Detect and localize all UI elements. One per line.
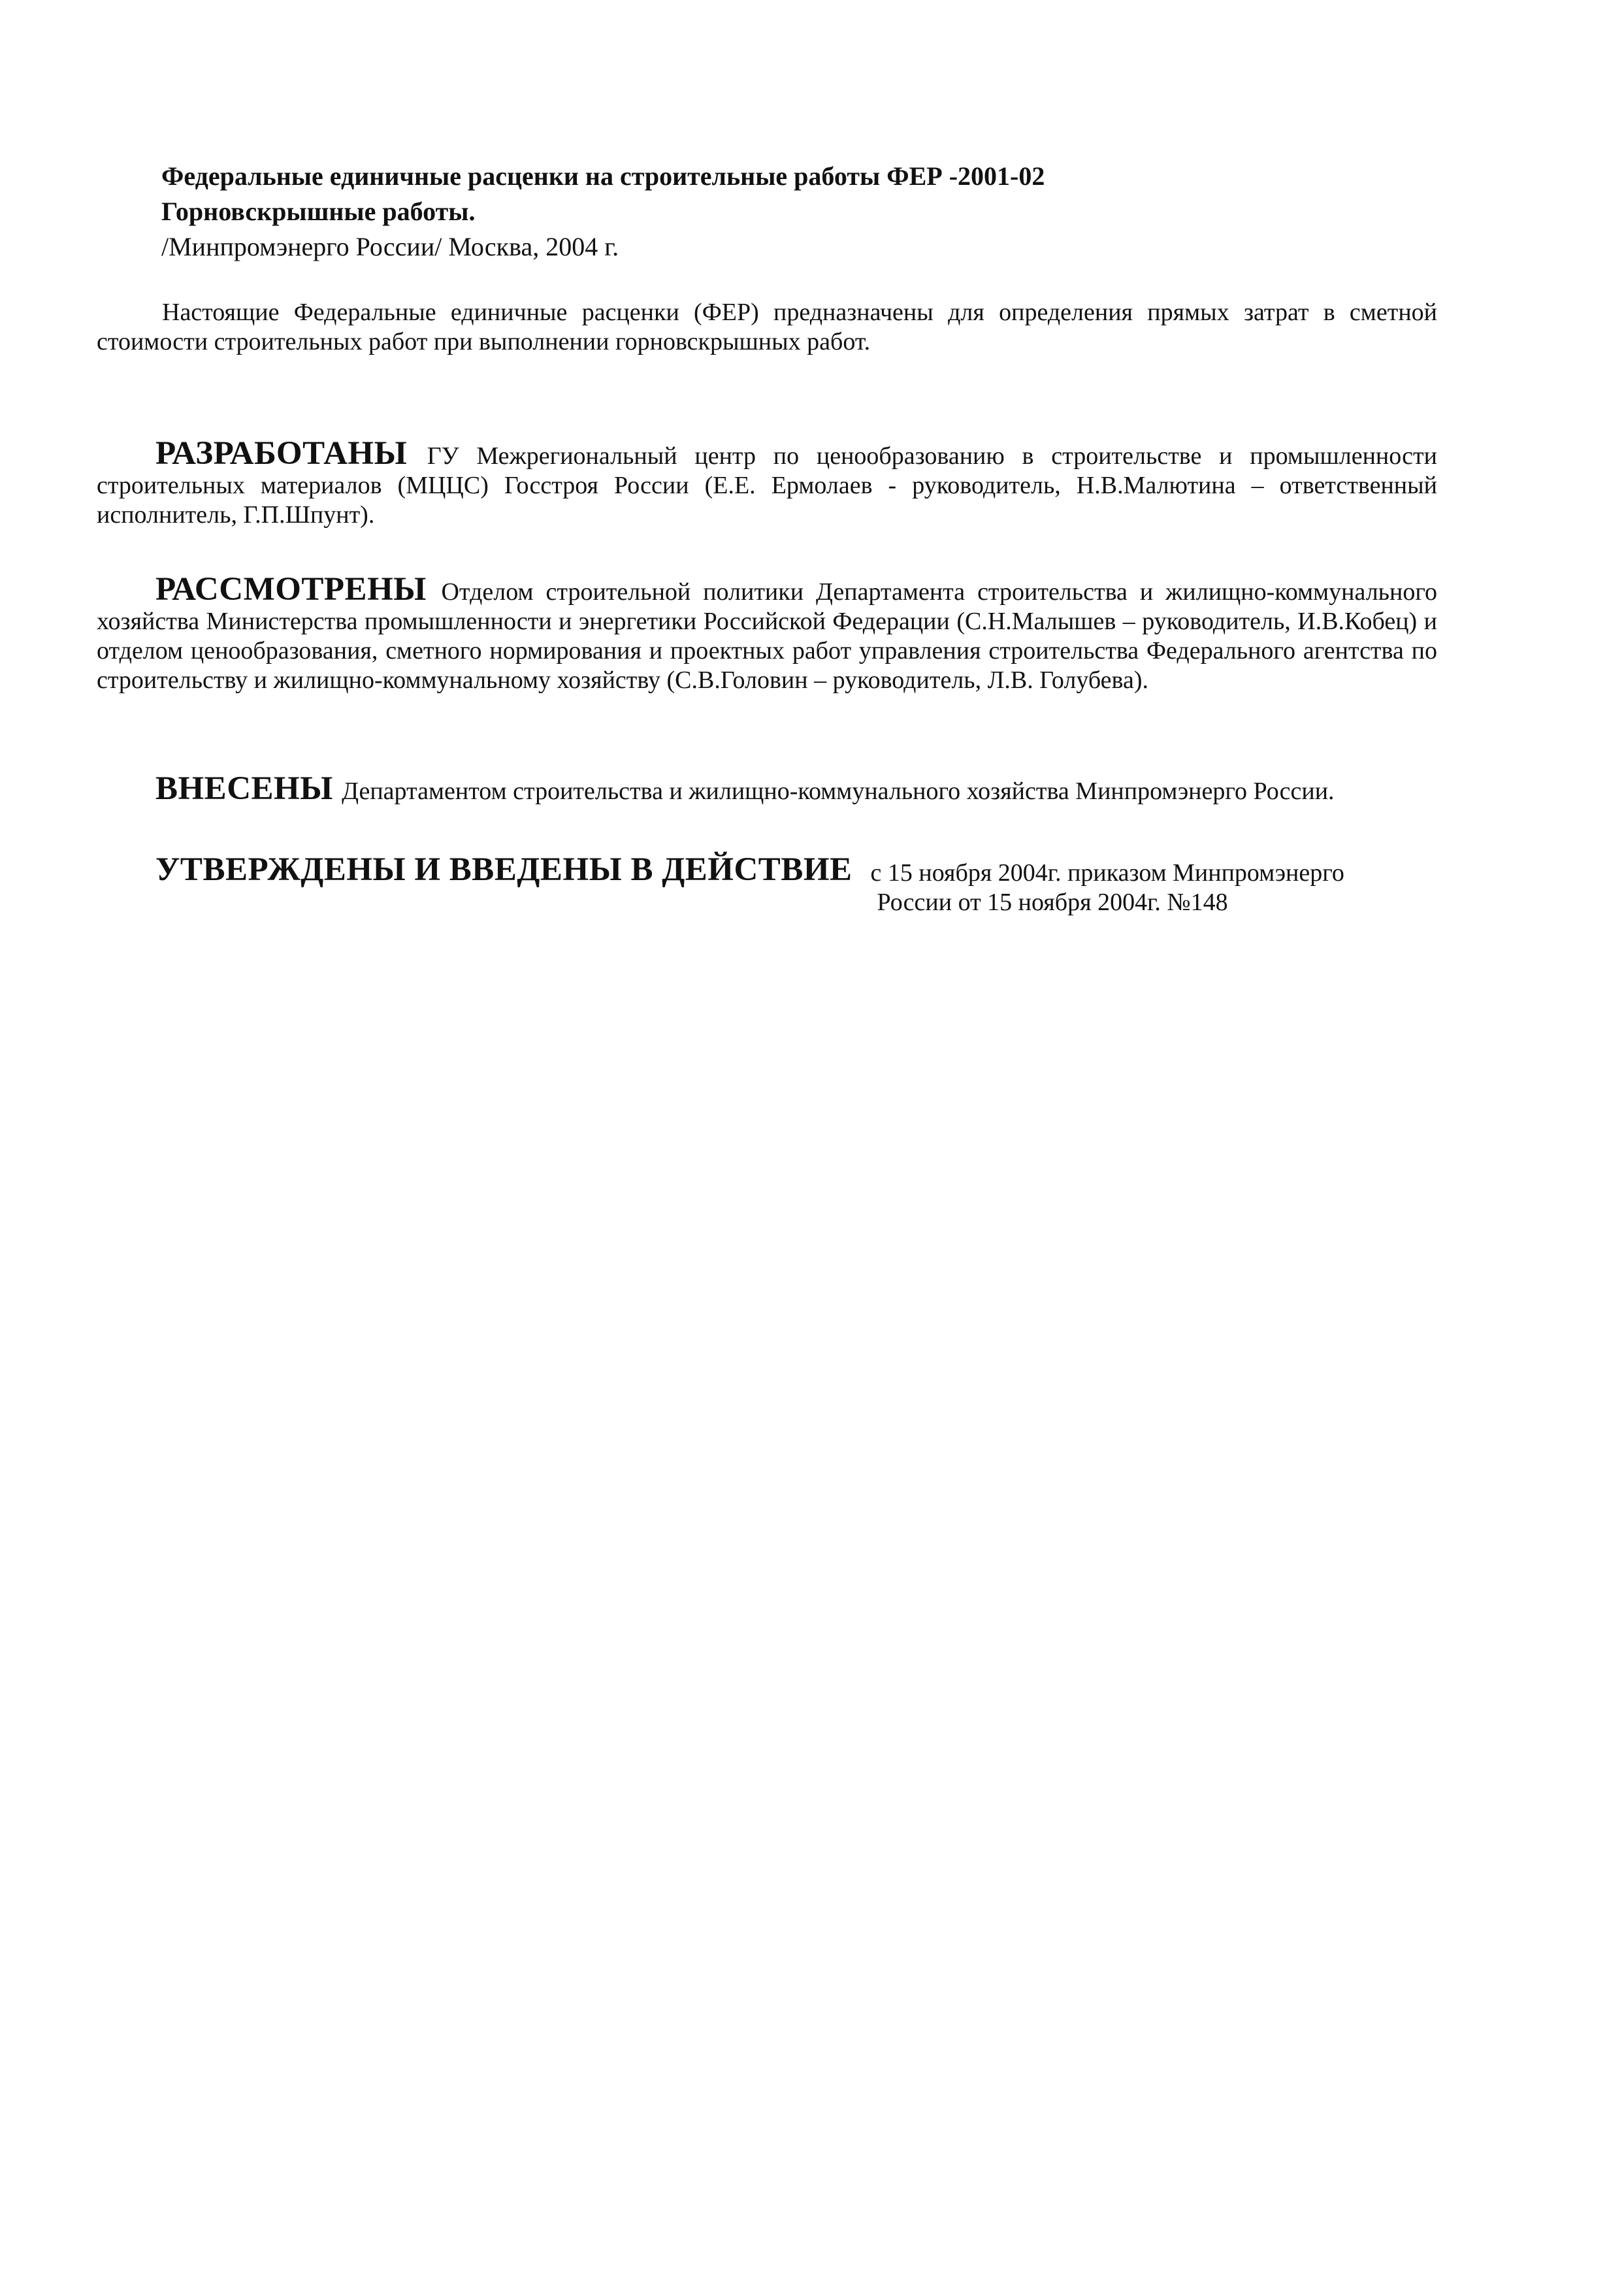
reviewed-text: Отделом строительной политики Департамента строительства и жилищно-коммунального хозяйства Министерства промышленности и энергетики Российской Федерации (С.Н.Малышев – руководитель, И.В.Кобец) и отделом ценообразования, сметного нормирования и проектных работ управления строительства Федерального агентства по строительству и жилищно-коммунальному хозяйству (С.В.Головин – руководитель, Л.В. Голубева). bbox=[97, 578, 1437, 694]
document-title: Федеральные единичные расценки на строительные работы ФЕР -2001-02 bbox=[161, 161, 1045, 191]
approved-paragraph bbox=[155, 851, 1449, 917]
publisher-line: /Минпромэнерго России/ Москва, 2004 г. bbox=[161, 232, 619, 261]
document-subtitle: Горновскрышные работы. bbox=[161, 197, 476, 226]
intro-paragraph: Настоящие Федеральные единичные расценки (ФЕР) предназначены для определения прямых затрат в сметной стоимости строительных работ при выполнении горновскрышных работ. bbox=[97, 299, 1437, 355]
introduced-paragraph bbox=[97, 770, 1437, 807]
developed-text: ГУ Межрегиональный центр по ценообразованию в строительстве и промышленности строительных материалов (МЦЦС) Госстроя России (Е.Е. Ермолаев - руководитель, Н.В.Малютина – ответственный исполнитель, Г.П.Шпунт). bbox=[97, 442, 1437, 529]
developed-heading: РАЗРАБОТАНЫ bbox=[155, 435, 427, 472]
developed-paragraph bbox=[97, 435, 1437, 530]
reviewed-paragraph bbox=[97, 571, 1437, 695]
document-header bbox=[161, 159, 1468, 265]
reviewed-heading: РАССМОТРЕНЫ bbox=[155, 571, 442, 608]
introduced-text: Департаментом строительства и жилищно-коммунального хозяйства Минпромэнерго России. bbox=[342, 778, 1335, 805]
introduced-heading: ВНЕСЕНЫ bbox=[155, 770, 342, 807]
approved-text-line1: с 15 ноября 2004г. приказом Минпромэнерго bbox=[870, 859, 1344, 887]
approved-text-line2: России от 15 ноября 2004г. №148 bbox=[877, 889, 1228, 916]
approved-heading: УТВЕРЖДЕНЫ И ВВЕДЕНЫ В ДЕЙСТВИЕ bbox=[155, 851, 853, 888]
approved-text bbox=[871, 851, 1344, 917]
